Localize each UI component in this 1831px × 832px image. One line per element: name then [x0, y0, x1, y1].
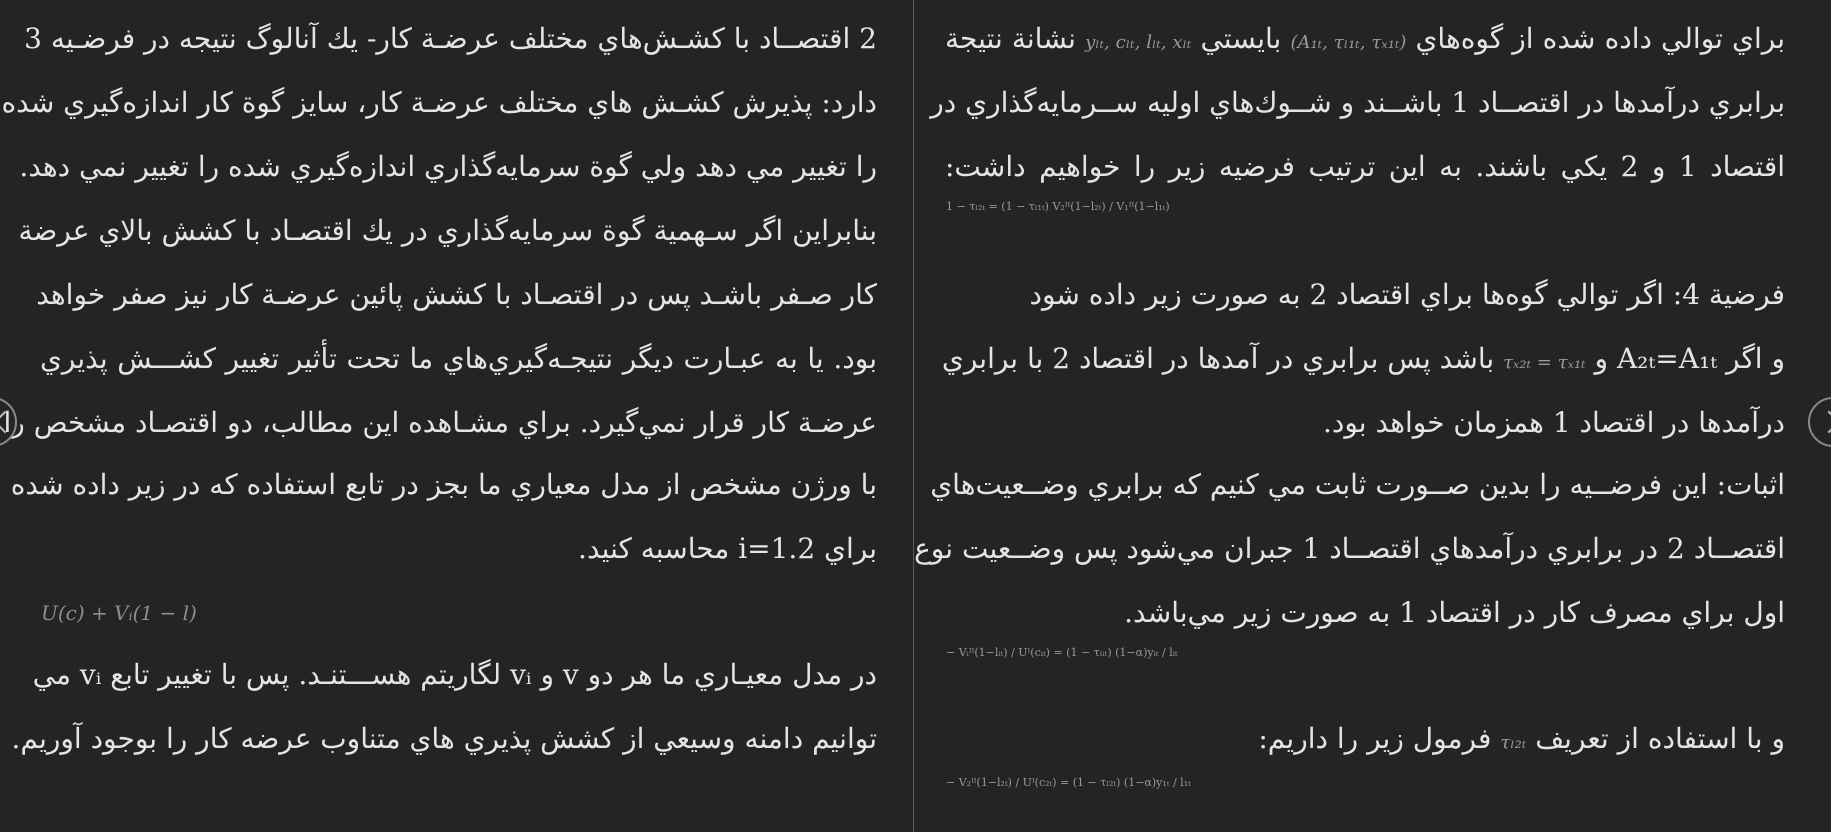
page-divider [913, 0, 914, 832]
text-line: كار صـفر باشـد پس در اقتصـاد با كشش پائین عرضـة كار نیز صفر خواهد [36, 278, 877, 311]
formula: U(c) + Vᵢ(1 − l) [41, 601, 197, 625]
formula: 1 − τₗ₂ₜ = (1 − τₗ₁ₜ) V₂ᴵᴵ(1−l₂ₜ) / V₁ᴵᴵ(1−l₁ₜ) [946, 200, 1170, 213]
text-line: توانیم دامنه وسیعي از كشش پذیري هاي متناوب عرضه كار را بوجود آوریم. [11, 722, 877, 755]
text-line [1258, 722, 1785, 760]
text-line: بود. یا به عبـارت دیگر نتیجـه‌گیري‌هاي ما تحت تأثیر تغییر كشـــش پذیري [40, 342, 877, 375]
text-line: اثبات: این فرضــیه را بدین صــورت ثابت مي كنیم كه برابري وضــعیت‌هاي [930, 468, 1785, 501]
text-line: براي i=1.2 محاسبه كنید. [578, 532, 877, 565]
text-span: فرمول زیر را داریم: [1258, 722, 1492, 755]
text-span: باشد پس برابري در آمدها در اقتصاد 2 با برابري [941, 342, 1495, 375]
formula: − V₂ᴵᴵ(1−l₂ₜ) / Uᴵ(c₂ₜ) = (1 − τₗ₂ₜ) (1−α)y₁ₜ / l₁ₜ [946, 776, 1191, 789]
text-line: اول براي مصرف كار در اقتصاد 1 به صورت زیر مي‌باشد. [1124, 596, 1785, 629]
text-line [941, 342, 1785, 380]
text-span: براي توالي داده شده از گوه‌هاي [1415, 22, 1785, 55]
chevron-left-icon [0, 411, 16, 434]
chevron-right-icon [1818, 411, 1831, 434]
formula: − Vᵢᴵᴵ(1−lᵢₜ) / Uᴵ(cᵢₜ) = (1 − τₗᵢₜ) (1−α)yᵢₜ / lᵢₜ [946, 646, 1178, 659]
text-line: بنابراین اگر سـهمیة گوة سرمایه‌گذاري در یك اقتصـاد با كشش بالاي عرضة [18, 214, 877, 247]
text-line: برابري درآمدها در اقتصــاد 1 باشــند و شــوك‌هاي اولیه ســرمایه‌گذاري در [930, 86, 1785, 119]
text-line: در مدل معیـاري ما هر دو v و vᵢ لگاریتم هســـتنـد. پس با تغییر تابع vᵢ مي [32, 658, 877, 691]
inline-math: (A₁ₜ, τₗ₁ₜ, τₓ₁ₜ) [1290, 32, 1407, 53]
left-page [0, 0, 913, 832]
text-line: درآمدها در اقتصاد 1 همزمان خواهد بود. [1322, 406, 1785, 439]
text-line: اقتصــاد 2 در برابري درآمدهاي اقتصــاد 1 جبران مي‌شود پس وضــعیت نوع [914, 532, 1785, 565]
text-line: عرضـة كار قرار نمي‌گیرد. براي مشـاهده این مطالب، دو اقتصـاد مشخص را [3, 406, 877, 439]
text-span: و اگر A₂ₜ=A₁ₜ و [1594, 342, 1785, 375]
inline-math: yₗₜ, cₗₜ, lₗₜ, xₗₜ [1085, 32, 1192, 53]
text-line: را تغییر مي دهد ولي گوة سرمایه‌گذاري اندازه‌گیري شده را تغییر نمي دهد. [19, 150, 877, 183]
inline-math: τₓ₂ₜ = τₓ₁ₜ [1503, 352, 1586, 373]
text-span: بایستي [1200, 22, 1282, 55]
right-page [914, 0, 1831, 832]
text-span: نشانة نتیجة [945, 22, 1076, 55]
text-line: 2 اقتصــاد با كشـش‌هاي مختلف عرضـة كار- یك آنالوگ نتیجه در فرضـیه 3 [24, 22, 877, 55]
text-line: اقتصاد 1 و 2 یكي باشند. به این ترتیب فرضیه زیر را خواهیم داشت: [945, 150, 1786, 183]
text-line [945, 22, 1785, 60]
text-span: و با استفاده از تعریف [1535, 722, 1785, 755]
inline-math: τₗ₂ₜ [1500, 732, 1527, 753]
text-line: فرضیة 4: اگر توالي گوه‌ها براي اقتصاد 2 به صورت زیر داده شود [1029, 278, 1785, 311]
text-line: با ورژن مشخص از مدل معیاري ما بجز در تابع استفاده كه در زیر داده شده [10, 468, 877, 501]
text-line: دارد: پذیرش كشـش هاي مختلف عرضـة كار، سایز گوة كار اندازه‌گیري شده [1, 86, 877, 119]
